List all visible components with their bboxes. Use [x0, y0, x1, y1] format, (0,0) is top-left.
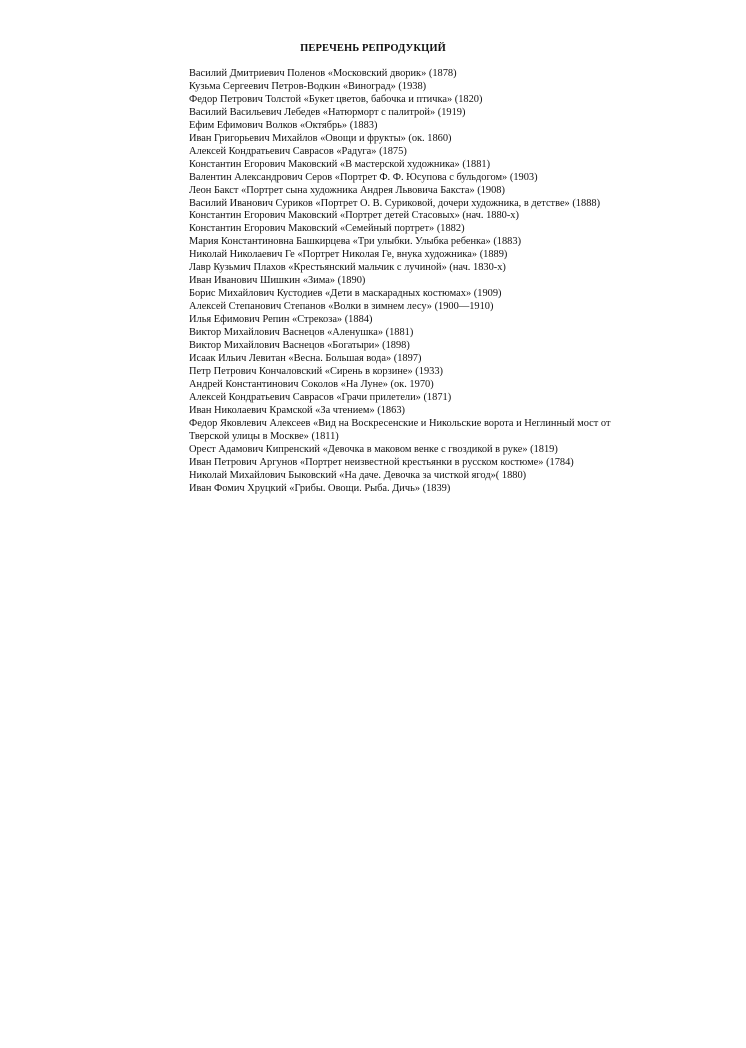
list-item: Иван Григорьевич Михайлов «Овощи и фрукты» (ок. 1860) — [189, 132, 452, 144]
list-item: Мария Константиновна Башкирцева «Три улыбки. Улыбка ребенка» (1883) — [189, 236, 522, 248]
list-item: Кузьма Сергеевич Петров-Водкин «Виноград» (1938) — [189, 80, 427, 92]
list-item: Виктор Михайлович Васнецов «Богатыри» (1898) — [189, 340, 410, 352]
list-item: Леон Бакст «Портрет сына художника Андрея Львовича Бакста» (1908) — [189, 184, 505, 196]
page-title: ПЕРЕЧЕНЬ РЕПРОДУКЦИЙ — [300, 43, 446, 54]
list-item: Иван Фомич Хруцкий «Грибы. Овощи. Рыба. Дичь» (1839) — [189, 482, 451, 494]
list-item: Лавр Кузьмич Плахов «Крестьянский мальчик с лучиной» (нач. 1830-х) — [189, 262, 506, 274]
list-item: Иван Николаевич Крамской «За чтением» (1863) — [189, 404, 405, 416]
list-item: Василий Иванович Суриков «Портрет О. В. Суриковой, дочери художника, в детстве» (1888) — [189, 197, 601, 209]
list-item: Федор Петрович Толстой «Букет цветов, бабочка и птичка» (1820) — [189, 93, 483, 105]
reproductions-list — [189, 68, 639, 495]
list-item: Андрей Константинович Соколов «На Луне» (ок. 1970) — [189, 378, 434, 390]
list-item: Виктор Михайлович Васнецов «Аленушка» (1881) — [189, 327, 414, 339]
list-item: Василий Васильевич Лебедев «Натюрморт с палитрой» (1919) — [189, 106, 466, 118]
list-item: Федор Яковлевич Алексеев «Вид на Воскресенские и Никольские ворота и Неглинный мост от Тверской улицы в Москве» (1811) — [189, 417, 611, 442]
list-item: Николай Николаевич Ге «Портрет Николая Ге, внука художника» (1889) — [189, 249, 508, 261]
list-item: Исаак Ильич Левитан «Весна. Большая вода» (1897) — [189, 352, 422, 364]
list-item: Николай Михайлович Быковский «На даче. Девочка за чисткой ягод»( 1880) — [189, 469, 527, 481]
list-item: Иван Петрович Аргунов «Портрет неизвестной крестьянки в русском костюме» (1784) — [189, 456, 574, 468]
list-item: Ефим Ефимович Волков «Октябрь» (1883) — [189, 119, 378, 131]
list-item: Петр Петрович Кончаловский «Сирень в корзине» (1933) — [189, 365, 444, 377]
list-item: Алексей Степанович Степанов «Волки в зимнем лесу» (1900—1910) — [189, 301, 494, 313]
list-item: Борис Михайлович Кустодиев «Дети в маскарадных костюмах» (1909) — [189, 288, 502, 300]
list-item: Алексей Кондратьевич Саврасов «Радуга» (1875) — [189, 145, 407, 157]
list-item: Орест Адамович Кипренский «Девочка в маковом венке с гвоздикой в руке» (1819) — [189, 443, 558, 455]
list-item: Константин Егорович Маковский «Портрет детей Стасовых» (нач. 1880-х) — [189, 210, 519, 222]
list-item: Валентин Александрович Серов «Портрет Ф. Ф. Юсупова с бульдогом» (1903) — [189, 171, 538, 183]
list-item: Константин Егорович Маковский «В мастерской художника» (1881) — [189, 158, 491, 170]
list-item: Иван Иванович Шишкин «Зима» (1890) — [189, 275, 366, 287]
list-item: Алексей Кондратьевич Саврасов «Грачи прилетели» (1871) — [189, 391, 452, 403]
list-item: Илья Ефимович Репин «Стрекоза» (1884) — [189, 314, 373, 326]
list-item: Константин Егорович Маковский «Семейный портрет» (1882) — [189, 223, 465, 235]
list-item: Василий Дмитриевич Поленов «Московский дворик» (1878) — [189, 68, 457, 79]
